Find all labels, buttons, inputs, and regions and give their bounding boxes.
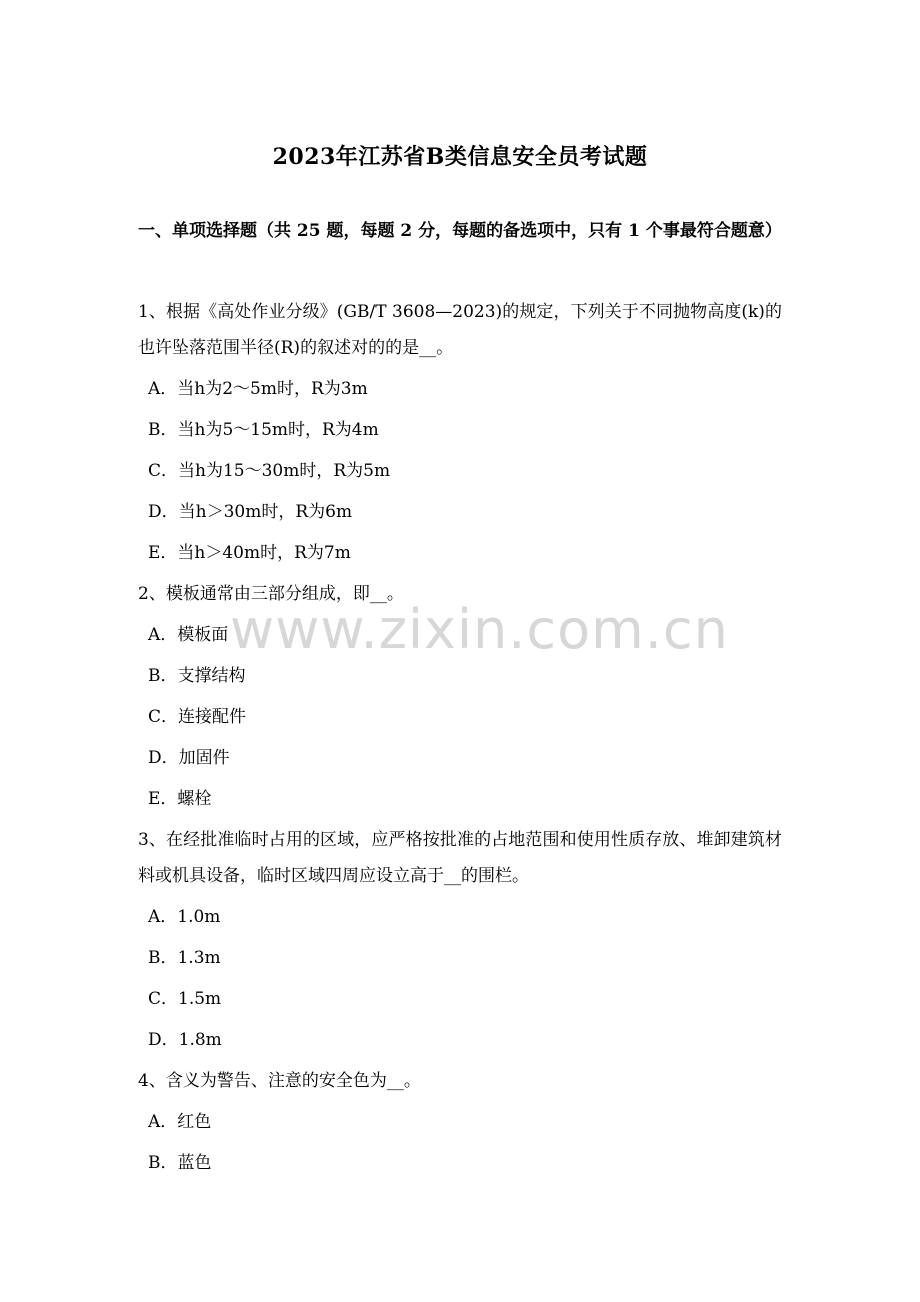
option-a: A．红色 — [148, 1112, 212, 1132]
option-a: A．1.0m — [148, 907, 221, 927]
option-b: B．当h为5～15m时，R为4m — [148, 420, 379, 440]
question-text: 3、在经批准临时占用的区域，应严格按批准的占地范围和使用性质存放、堆卸建筑材料或机具设备，临时区域四周应设立高于__的围栏。 — [138, 830, 782, 886]
question-2 — [138, 576, 782, 817]
option-b: B．支撑结构 — [148, 666, 246, 686]
document-title: 2023年江苏省B类信息安全员考试题 — [272, 144, 648, 170]
option-b: B．1.3m — [148, 948, 221, 968]
option-c: C．1.5m — [148, 989, 222, 1009]
watermark: www.zixin.com.cn — [230, 598, 729, 661]
option-d: D．当h＞30m时，R为6m — [148, 502, 353, 522]
option-d: D．1.8m — [148, 1030, 222, 1050]
question-text: 2、模板通常由三部分组成，即__。 — [138, 584, 404, 604]
question-1 — [138, 294, 782, 571]
question-text: 4、含义为警告、注意的安全色为__。 — [138, 1071, 421, 1091]
option-d: D．加固件 — [148, 748, 230, 768]
question-list — [138, 294, 782, 1186]
question-text: 1、根据《高处作业分级》(GB/T 3608—2023)的规定，下列关于不同抛物高度(k)的也许坠落范围半径(R)的叙述对的的是__。 — [138, 302, 782, 358]
option-c: C．当h为15～30m时，R为5m — [148, 461, 391, 481]
question-3 — [138, 822, 782, 1058]
option-b: B．蓝色 — [148, 1153, 212, 1173]
section-header: 一、单项选择题（共 25 题，每题 2 分，每题的备选项中，只有 1 个事最符合题意） — [138, 221, 782, 241]
option-e: E．当h＞40m时，R为7m — [148, 543, 351, 563]
option-a: A．模板面 — [148, 625, 229, 645]
option-a: A．当h为2～5m时，R为3m — [148, 379, 368, 399]
question-4 — [138, 1063, 782, 1181]
option-e: E．螺栓 — [148, 789, 212, 809]
option-c: C．连接配件 — [148, 707, 247, 727]
